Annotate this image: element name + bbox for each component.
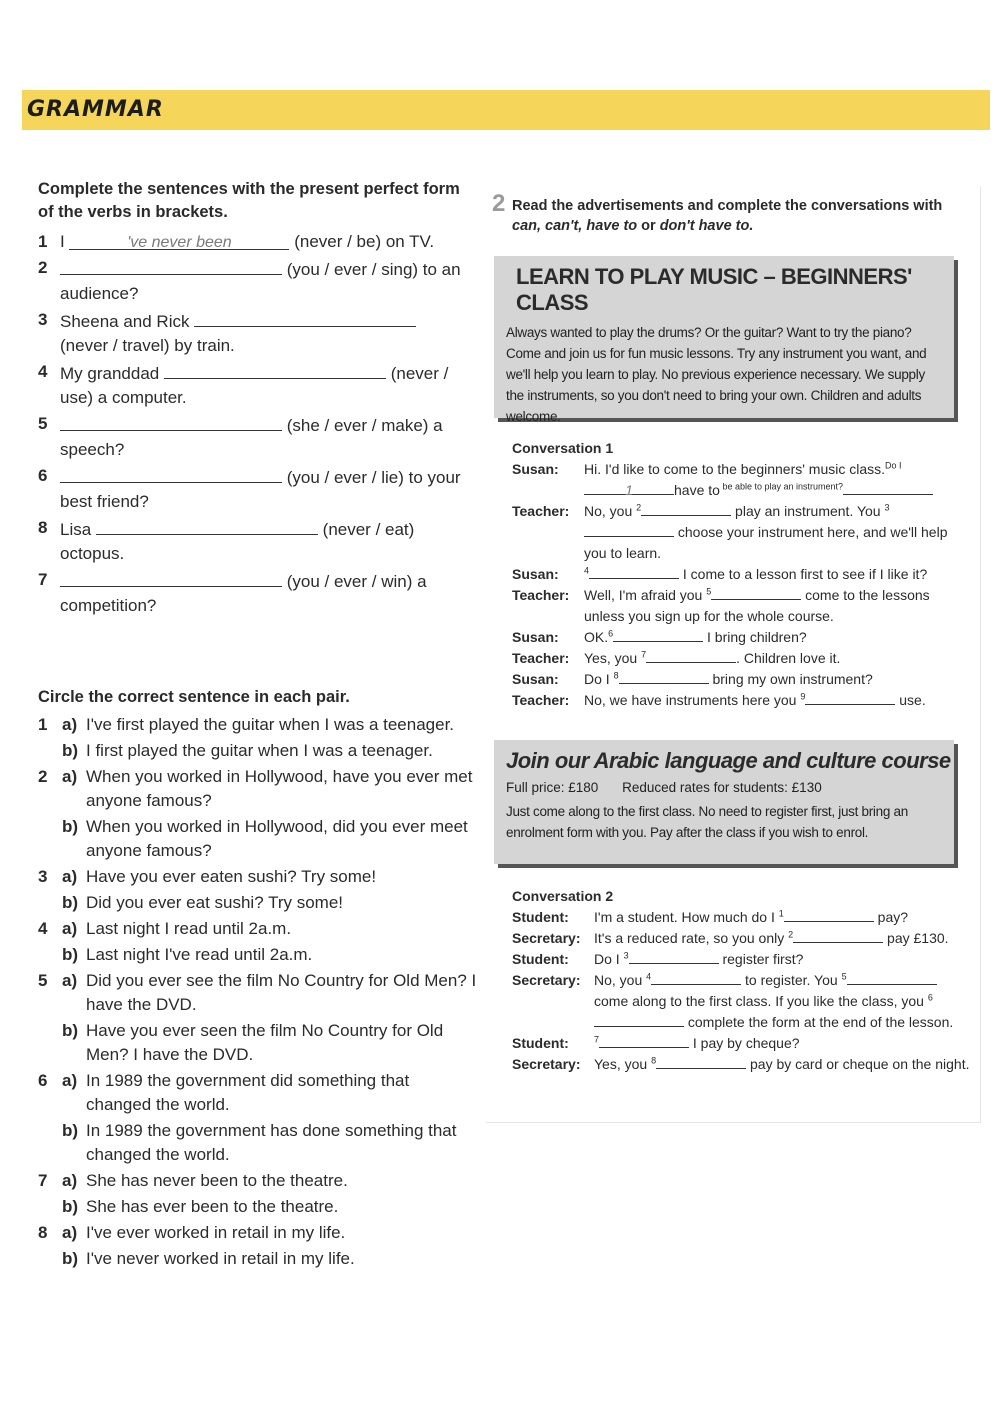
exercise-modals-panel <box>486 186 981 1123</box>
list-item: 3 a) Have you ever eaten sushi? Try some! b) Did you ever eat sushi? Try some! <box>38 865 478 915</box>
option-a[interactable]: a) Did you ever see the film No Country for Old Men? I have the DVD. <box>62 971 477 1014</box>
conversation-line: Teacher: Yes, you $^7$ . Children love it. <box>512 648 972 669</box>
answer-field[interactable] <box>656 1054 746 1069</box>
option-a[interactable]: a) When you worked in Hollywood, have you ever met anyone famous? <box>62 767 473 810</box>
conversation-title: Conversation 1 <box>512 440 614 456</box>
advert-title: LEARN TO PLAY MUSIC – BEGINNERS' CLASS <box>516 264 912 315</box>
list-item: 6 a) In 1989 the government did something that changed the world. b) In 1989 the government has done something that changed the world. <box>38 1069 478 1167</box>
advert-body: Just come along to the first class. No need to register first, just bring an enrolment form with you. Pay after the class if you wish to enrol. <box>506 804 908 840</box>
option-b[interactable]: b) I first played the guitar when I was a teenager. <box>62 741 433 760</box>
answer-field[interactable] <box>784 907 874 922</box>
gap-number: 1 <box>778 908 784 919</box>
gap-number: 2 <box>636 502 642 513</box>
gap-number: 3 <box>623 950 629 961</box>
answer-field[interactable] <box>60 412 282 431</box>
gap-number: 5 <box>706 586 712 597</box>
speaker-label: Susan: <box>512 566 559 582</box>
advert-title: Join our Arabic language and culture course <box>506 748 951 773</box>
conversation-line: Teacher: Well, I'm afraid you $^5$ come to the lessons unless you sign up for the whole course. <box>512 586 930 624</box>
option-b[interactable]: b) Last night I've read until 2a.m. <box>62 945 313 964</box>
arabic-course-advert <box>494 740 954 864</box>
conversation-line: Secretary: Yes, you $^8$ pay by card or cheque on the night. <box>512 1054 972 1075</box>
conversation-line: Susan: Hi. I'd like to come to the beginners' music class.$^{Do I}$ 1 have to $^{be able to play an instrument?}$ <box>512 459 972 501</box>
exercise1-instruction: Complete the sentences with the present perfect form of the verbs in brackets. <box>38 180 460 221</box>
list-item: 5 a) Did you ever see the film No Country for Old Men? I have the DVD. b) Have you ever seen the film No Country for Old Men? I have the DVD. <box>38 969 478 1067</box>
answer-field[interactable] <box>584 522 674 537</box>
section-banner <box>22 90 990 130</box>
speaker-label: Student: <box>512 951 569 967</box>
answer-field[interactable] <box>60 568 282 587</box>
conversation-1 <box>512 438 972 711</box>
speaker-label: Teacher: <box>512 503 570 519</box>
option-b[interactable]: b) Did you ever eat sushi? Try some! <box>62 893 344 912</box>
speaker-label: Teacher: <box>512 587 570 603</box>
gap-number: 7 <box>641 649 647 660</box>
answer-field[interactable] <box>646 648 736 663</box>
answer-field[interactable] <box>589 564 679 579</box>
list-item: 4 My granddad (never / use) a computer. <box>38 362 449 407</box>
answer-field[interactable] <box>619 669 709 684</box>
speaker-label: Susan: <box>512 671 559 687</box>
answer-field[interactable] <box>60 256 282 275</box>
speaker-label: Student: <box>512 909 569 925</box>
gap-number: 7 <box>594 1034 600 1045</box>
gap-number: 4 <box>646 971 652 982</box>
answer-field[interactable] <box>793 928 883 943</box>
gap-number: 6 <box>608 628 614 639</box>
reduced-price: Reduced rates for students: £130 <box>622 780 822 795</box>
full-price: Full price: £180 <box>506 780 599 795</box>
answer-field[interactable] <box>60 464 282 483</box>
answer-field[interactable] <box>164 360 386 379</box>
list-item: 7 (you / ever / win) a competition? <box>38 570 427 615</box>
gap-number: 6 <box>927 992 933 1003</box>
option-b[interactable]: b) She has ever been to the theatre. <box>62 1197 339 1216</box>
exercise1-items <box>38 230 468 618</box>
speaker-label: Susan: <box>512 461 559 477</box>
conversation-line: Susan: Do I $^8$ bring my own instrument? <box>512 669 972 690</box>
conversation-line: Susan: OK.$^6$ I bring children? <box>512 627 972 648</box>
answer-field[interactable] <box>843 480 933 495</box>
exercise-present-perfect <box>38 178 468 620</box>
option-a[interactable]: a) I've ever worked in retail in my life. <box>62 1223 346 1242</box>
answer-field[interactable] <box>641 501 731 516</box>
answer-field[interactable] <box>629 949 719 964</box>
conversation-line: Teacher: No, you $^2$ play an instrument. You $^3$ choose your instrument here, and we'll help you to learn. <box>512 502 948 561</box>
option-b[interactable]: b) In 1989 the government has done something that changed the world. <box>62 1121 457 1164</box>
speaker-label: Secretary: <box>512 972 581 988</box>
conversation-line: Secretary: It's a reduced rate, so you only $^2$ pay £130. <box>512 928 972 949</box>
answer-field[interactable] <box>599 1033 689 1048</box>
conversation-line: Student: I'm a student. How much do I $^1$ pay? <box>512 907 972 928</box>
exercise-number: 2 <box>492 190 506 217</box>
option-b[interactable]: b) When you worked in Hollywood, did you ever meet anyone famous? <box>62 817 468 860</box>
exercise2-instruction: Circle the correct sentence in each pair. <box>38 688 350 706</box>
option-b[interactable]: b) I've never worked in retail in my life. <box>62 1249 355 1268</box>
conversation-line: Student: $^7$ I pay by cheque? <box>512 1033 972 1054</box>
conversation-line: Susan: $^4$ I come to a lesson first to see if I like it? <box>512 564 972 585</box>
answer-field[interactable] <box>594 1012 684 1027</box>
conversation-line: Student: Do I $^3$ register first? <box>512 949 972 970</box>
banner-title: GRAMMAR <box>27 97 164 122</box>
list-item: 8 a) I've ever worked in retail in my life. b) I've never worked in retail in my life. <box>38 1221 478 1271</box>
list-item: 2 a) When you worked in Hollywood, have you ever met anyone famous? b) When you worked in Hollywood, did you ever meet anyone famous? <box>38 765 478 863</box>
list-item: 7 a) She has never been to the theatre. b) She has ever been to the theatre. <box>38 1169 478 1219</box>
gap-number: 4 <box>584 565 590 576</box>
option-a[interactable]: a) I've first played the guitar when I was a teenager. <box>62 715 455 734</box>
list-item: 5 (she / ever / make) a speech? <box>38 414 443 459</box>
gap-number: 8 <box>651 1055 657 1066</box>
gap-number: 9 <box>800 691 806 702</box>
answer-field[interactable] <box>805 690 895 705</box>
conversation-2 <box>512 886 972 1075</box>
music-class-advert <box>494 256 954 424</box>
list-item: 2 (you / ever / sing) to an audience? <box>38 258 461 303</box>
answer-field[interactable] <box>613 627 703 642</box>
speaker-label: Teacher: <box>512 692 570 708</box>
conversation-line: Teacher: No, we have instruments here you $^9$ use. <box>512 690 972 711</box>
answer-field[interactable] <box>651 970 741 985</box>
option-a[interactable]: a) Last night I read until 2a.m. <box>62 919 292 938</box>
answer-field[interactable] <box>847 970 937 985</box>
speaker-label: Secretary: <box>512 930 581 946</box>
exercise-instruction: Read the advertisements and complete the conversations with can, can't, have to or don't have to. <box>512 198 943 234</box>
list-item: 3 Sheena and Rick (never / travel) by train. <box>38 308 468 358</box>
list-item: 4 a) Last night I read until 2a.m. b) Last night I've read until 2a.m. <box>38 917 478 967</box>
answer-field[interactable] <box>711 585 801 600</box>
gap-number: Do I <box>885 460 902 471</box>
list-item: 1 a) I've first played the guitar when I was a teenager. b) I first played the guitar when I was a teenager. <box>38 713 478 763</box>
conversation-title: Conversation 2 <box>512 888 614 904</box>
exercise-circle-correct <box>38 686 478 1273</box>
pairs-list <box>38 713 478 1271</box>
list-item: 1 I 've never been (never / be) on TV. <box>38 232 435 251</box>
answer-field[interactable] <box>96 516 318 535</box>
advert-prices <box>494 774 954 795</box>
gap-number: 5 <box>841 971 847 982</box>
gap-number: 8 <box>613 670 619 681</box>
speaker-label: Secretary: <box>512 1056 581 1072</box>
answer-field[interactable]: 1 <box>584 480 674 495</box>
answer-field[interactable] <box>194 308 416 327</box>
speaker-label: Student: <box>512 1035 569 1051</box>
list-item: 8 Lisa (never / eat) octopus. <box>38 518 415 563</box>
answer-field[interactable]: 've never been <box>69 231 289 250</box>
advert-body: Always wanted to play the drums? Or the guitar? Want to try the piano? Come and join us for fun music lessons. Try any instrument you want, and we'll help you learn to play. No previous experience necessary. We supply the instruments, so you don't need to bring your own. Children and adults welcome. <box>506 325 927 424</box>
speaker-label: Teacher: <box>512 650 570 666</box>
gap-number: 2 <box>788 929 794 940</box>
gap-number: be able to play an instrument? <box>719 481 844 492</box>
gap-number: 3 <box>884 502 890 513</box>
conversation-line: Secretary: No, you $^4$ to register. You $^5$ come along to the first class. If you like the class, you $^6$ complete the form at the end of the lesson. <box>512 971 954 1030</box>
list-item: 6 (you / ever / lie) to your best friend? <box>38 466 461 511</box>
speaker-label: Susan: <box>512 629 559 645</box>
option-a[interactable]: a) Have you ever eaten sushi? Try some! <box>62 867 377 886</box>
option-b[interactable]: b) Have you ever seen the film No Country for Old Men? I have the DVD. <box>62 1021 444 1064</box>
option-a[interactable]: a) In 1989 the government did something that changed the world. <box>62 1071 410 1114</box>
option-a[interactable]: a) She has never been to the theatre. <box>62 1171 348 1190</box>
